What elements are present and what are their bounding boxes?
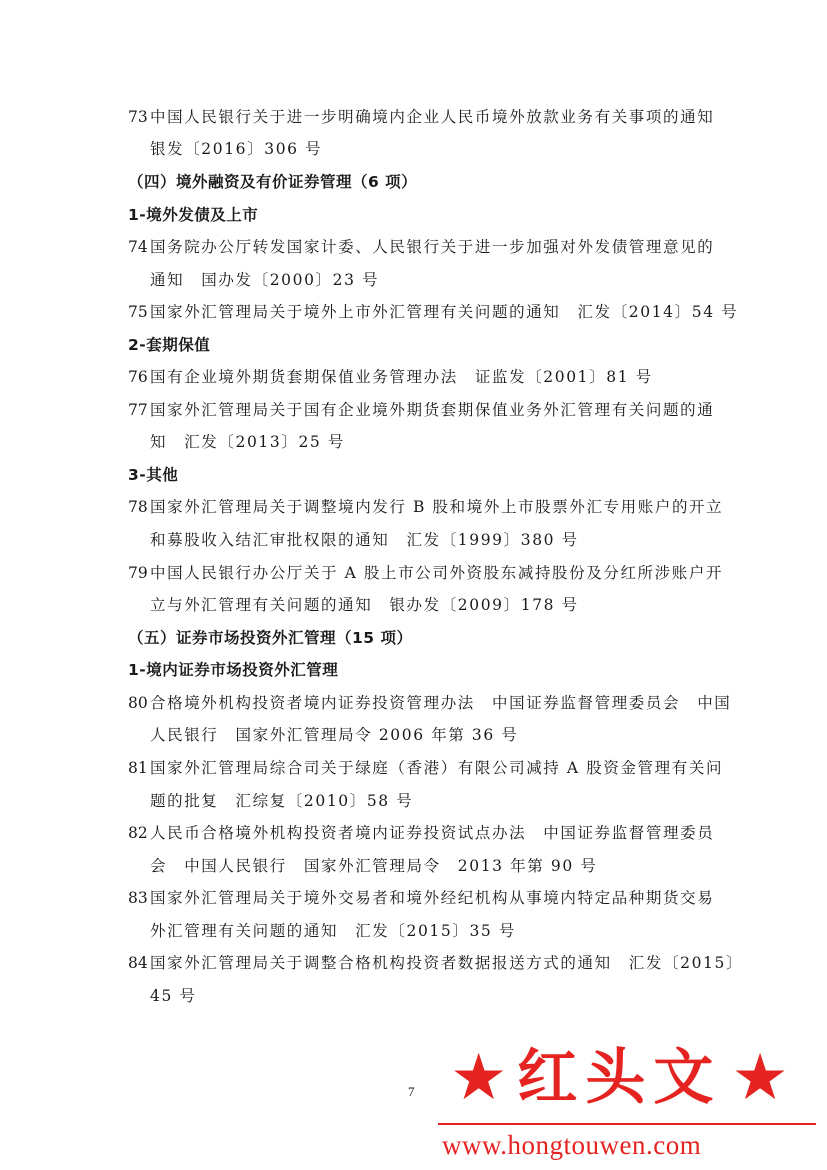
watermark-url: www.hongtouwen.com bbox=[442, 1130, 702, 1160]
subsection-heading: 2-套期保值 bbox=[128, 336, 211, 354]
item-text: 国家外汇管理局关于调整境内发行 B 股和境外上市股票外汇专用账户的开立 bbox=[150, 498, 724, 516]
item-number: 73 bbox=[128, 108, 148, 126]
subsection-heading: 3-其他 bbox=[128, 466, 179, 484]
item-number: 74 bbox=[128, 238, 148, 256]
item-number: 75 bbox=[128, 303, 148, 321]
item-74-continued: 通知 国办发〔2000〕23 号 bbox=[150, 271, 380, 289]
item-82 bbox=[128, 823, 714, 843]
item-text: 合格境外机构投资者境内证券投资管理办法 中国证券监督管理委员会 中国 bbox=[150, 694, 732, 712]
item-text: 国家外汇管理局关于国有企业境外期货套期保值业务外汇管理有关问题的通 bbox=[150, 401, 715, 419]
subsection-heading: 1-境外发债及上市 bbox=[128, 206, 259, 224]
item-78-continued: 和募股收入结汇审批权限的通知 汇发〔1999〕380 号 bbox=[150, 531, 579, 549]
star-icon: ★ bbox=[731, 1041, 789, 1115]
item-81 bbox=[128, 758, 723, 778]
item-77 bbox=[128, 400, 714, 420]
page-number: 7 bbox=[408, 1084, 415, 1099]
item-83-continued: 外汇管理有关问题的通知 汇发〔2015〕35 号 bbox=[150, 922, 516, 940]
item-84 bbox=[128, 953, 743, 973]
item-text: 国家外汇管理局关于调整合格机构投资者数据报送方式的通知 汇发〔2015〕 bbox=[150, 954, 744, 972]
subsection-heading: 1-境内证券市场投资外汇管理 bbox=[128, 661, 339, 679]
item-73 bbox=[128, 107, 714, 127]
item-text: 国家外汇管理局关于境外上市外汇管理有关问题的通知 汇发〔2014〕54 号 bbox=[150, 303, 739, 321]
item-text: 中国人民银行关于进一步明确境内企业人民币境外放款业务有关事项的通知 bbox=[150, 108, 715, 126]
item-number: 77 bbox=[128, 401, 148, 419]
item-82-continued: 会 中国人民银行 国家外汇管理局令 2013 年第 90 号 bbox=[150, 857, 598, 875]
section-heading-5: （五）证券市场投资外汇管理（15 项） bbox=[128, 629, 413, 647]
item-76 bbox=[128, 367, 653, 387]
item-number: 84 bbox=[128, 954, 148, 972]
item-74 bbox=[128, 237, 714, 257]
item-80 bbox=[128, 693, 731, 713]
watermark-logo bbox=[450, 1041, 789, 1115]
item-number: 83 bbox=[128, 889, 148, 907]
watermark-text: 红头文 bbox=[517, 1043, 722, 1113]
item-number: 76 bbox=[128, 368, 148, 386]
watermark-divider bbox=[438, 1123, 816, 1125]
item-number: 81 bbox=[128, 759, 148, 777]
item-number: 82 bbox=[128, 824, 148, 842]
item-84-continued: 45 号 bbox=[150, 987, 197, 1005]
item-80-continued: 人民银行 国家外汇管理局令 2006 年第 36 号 bbox=[150, 726, 519, 744]
item-text: 国有企业境外期货套期保值业务管理办法 证监发〔2001〕81 号 bbox=[150, 368, 653, 386]
item-83 bbox=[128, 888, 714, 908]
item-text: 国务院办公厅转发国家计委、人民银行关于进一步加强对外发债管理意见的 bbox=[150, 238, 715, 256]
item-text: 国家外汇管理局关于境外交易者和境外经纪机构从事境内特定品种期货交易 bbox=[150, 889, 715, 907]
item-number: 80 bbox=[128, 694, 148, 712]
section-heading-4: （四）境外融资及有价证券管理（6 项） bbox=[128, 173, 418, 191]
item-75 bbox=[128, 302, 738, 322]
item-81-continued: 题的批复 汇综复〔2010〕58 号 bbox=[150, 792, 414, 810]
item-79-continued: 立与外汇管理有关问题的通知 银办发〔2009〕178 号 bbox=[150, 596, 579, 614]
star-icon: ★ bbox=[450, 1041, 508, 1115]
item-text: 中国人民银行办公厅关于 A 股上市公司外资股东减持股份及分红所涉账户开 bbox=[150, 564, 724, 582]
item-79 bbox=[128, 563, 723, 583]
item-text: 国家外汇管理局综合司关于绿庭（香港）有限公司减持 A 股资金管理有关问 bbox=[150, 759, 724, 777]
item-text: 人民币合格境外机构投资者境内证券投资试点办法 中国证券监督管理委员 bbox=[150, 824, 715, 842]
item-78 bbox=[128, 497, 723, 517]
item-number: 78 bbox=[128, 498, 148, 516]
item-73-continued: 银发〔2016〕306 号 bbox=[150, 140, 323, 158]
item-number: 79 bbox=[128, 564, 148, 582]
item-77-continued: 知 汇发〔2013〕25 号 bbox=[150, 433, 345, 451]
